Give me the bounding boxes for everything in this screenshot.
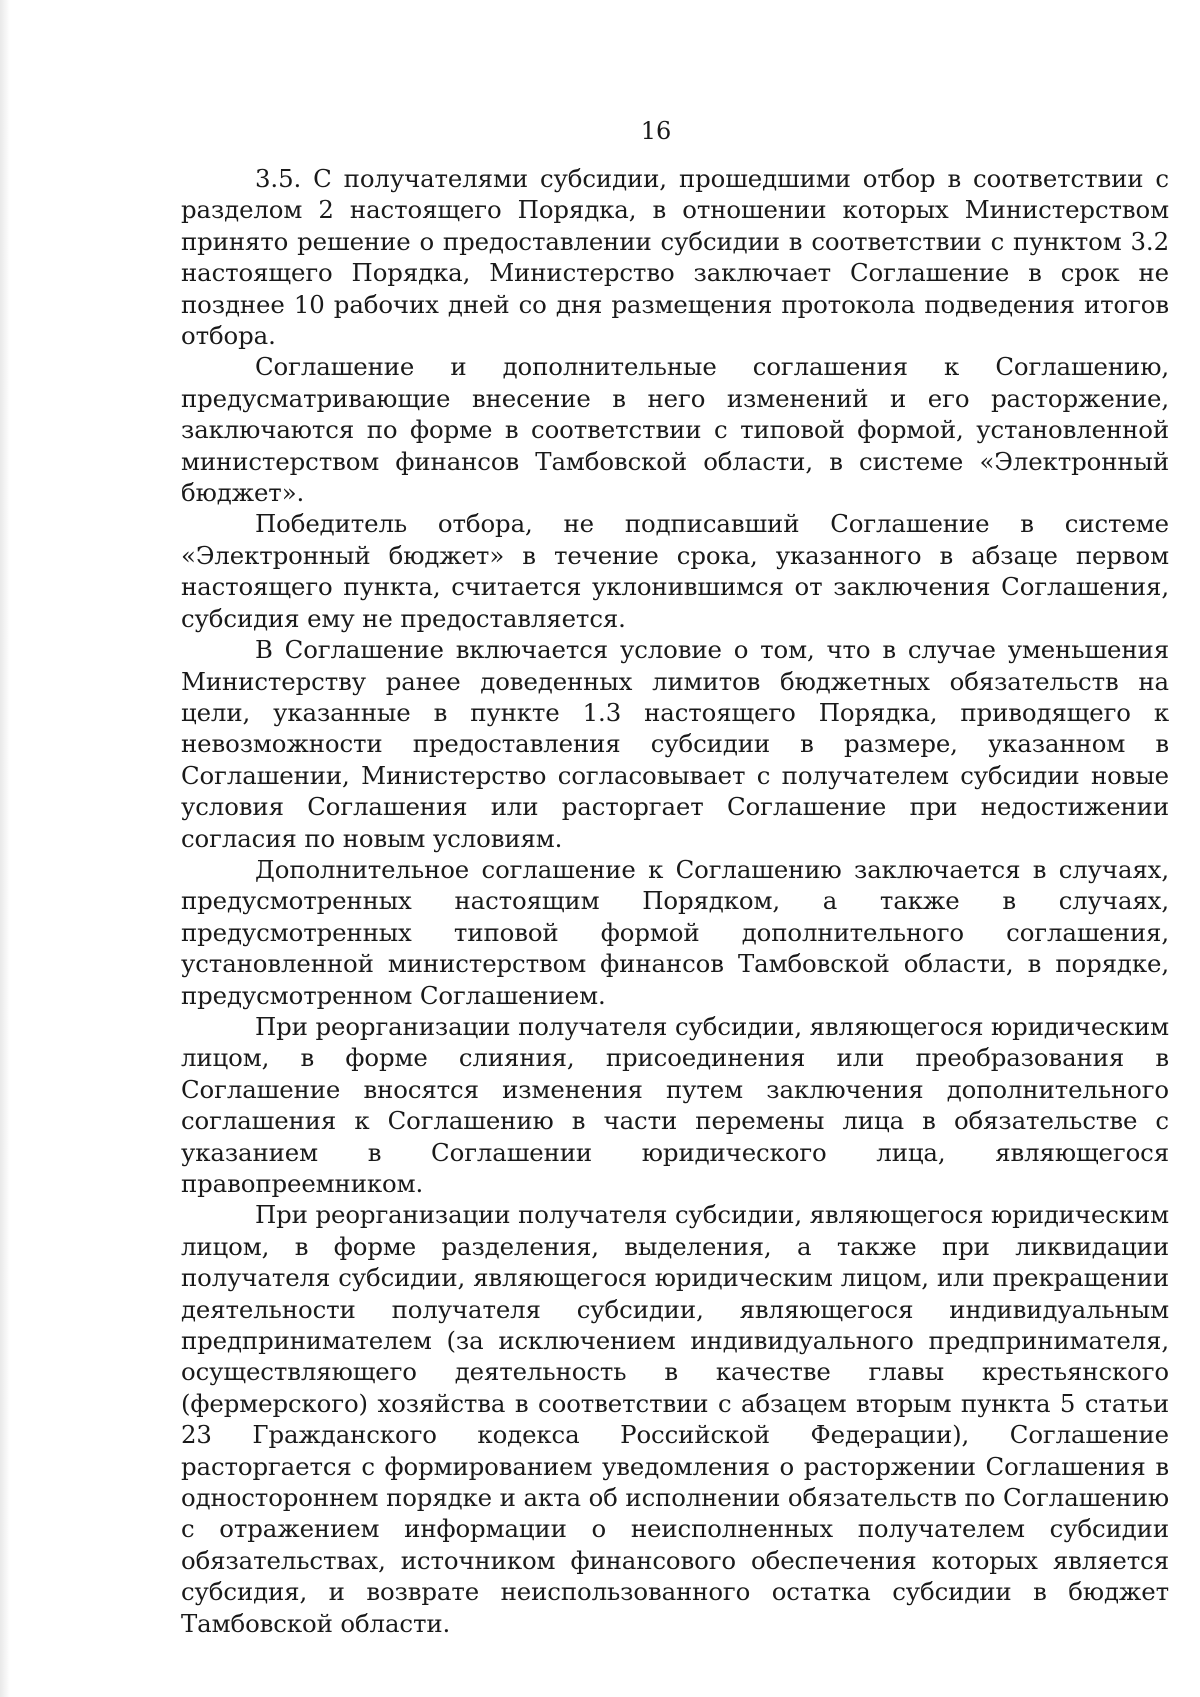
paragraph-3-5-agreement-conclusion: 3.5. С получателями субсидии, прошедшими отбор в соответствии с разделом 2 настоящего Порядка, в отношении которых Министерством принято решение о предоставлении субсидии в соответствии с пунктом 3.2 настоящего Порядка, Министерство заключает Соглашение в срок не позднее 10 рабочих дней со дня размещения протокола подведения итогов отбора.: [181, 164, 1169, 351]
paragraph-agreement-form: Соглашение и дополнительные соглашения к Соглашению, предусматривающие внесение в него изменений и его расторжение, заключаются по форме в соответствии с типовой формой, установленной министерством финансов Тамбовской области, в системе «Электронный бюджет».: [181, 352, 1169, 508]
paragraph-limits-reduction: В Соглашение включается условие о том, что в случае уменьшения Министерству ранее доведенных лимитов бюджетных обязательств на цели, указанные в пункте 1.3 настоящего Порядка, приводящего к невозможности предоставления субсидии в размере, указанном в Соглашении, Министерство согласовывает с получателем субсидии новые условия Соглашения или расторгает Соглашение при недостижении согласия по новым условиям.: [181, 635, 1169, 853]
paragraph-winner-evasion: Победитель отбора, не подписавший Соглашение в системе «Электронный бюджет» в течение срока, указанного в абзаце первом настоящего пункта, считается уклонившимся от заключения Соглашения, субсидия ему не предоставляется.: [181, 509, 1169, 633]
paragraph-additional-agreement: Дополнительное соглашение к Соглашению заключается в случаях, предусмотренных настоящим Порядком, а также в случаях, предусмотренных типовой формой дополнительного соглашения, установленной министерством финансов Тамбовской области, в порядке, предусмотренном Соглашением.: [181, 854, 1169, 1010]
page-number: 16: [640, 117, 672, 145]
paragraph-reorganization-liquidation: При реорганизации получателя субсидии, являющегося юридическим лицом, в форме разделения, выделения, а также при ликвидации получателя субсидии, являющегося юридическим лицом, или прекращении деятельности получателя субсидии, являющегося индивидуальным предпринимателем (за исключением индивидуального предпринимателя, осуществляющего деятельность в качестве главы крестьянского (фермерского) хозяйства в соответствии с абзацем вторым пункта 5 статьи 23 Гражданского кодекса Российской Федерации), Соглашение расторгается с формированием уведомления о расторжении Соглашения в одностороннем порядке и акта об исполнении обязательств по Соглашению с отражением информации о неисполненных получателем субсидии обязательствах, источником финансового обеспечения которых является субсидия, и возврате неиспользованного остатка субсидии в бюджет Тамбовской области.: [181, 1200, 1170, 1638]
scan-edge-shadow: [0, 0, 10, 1697]
document-body: [181, 163, 1169, 1639]
paragraph-reorganization-merger: При реорганизации получателя субсидии, являющегося юридическим лицом, в форме слияния, присоединения или преобразования в Соглашение вносятся изменения путем заключения дополнительного соглашения к Соглашению в части перемены лица в обязательстве с указанием в Соглашении юридического лица, являющегося правопреемником.: [181, 1011, 1170, 1198]
